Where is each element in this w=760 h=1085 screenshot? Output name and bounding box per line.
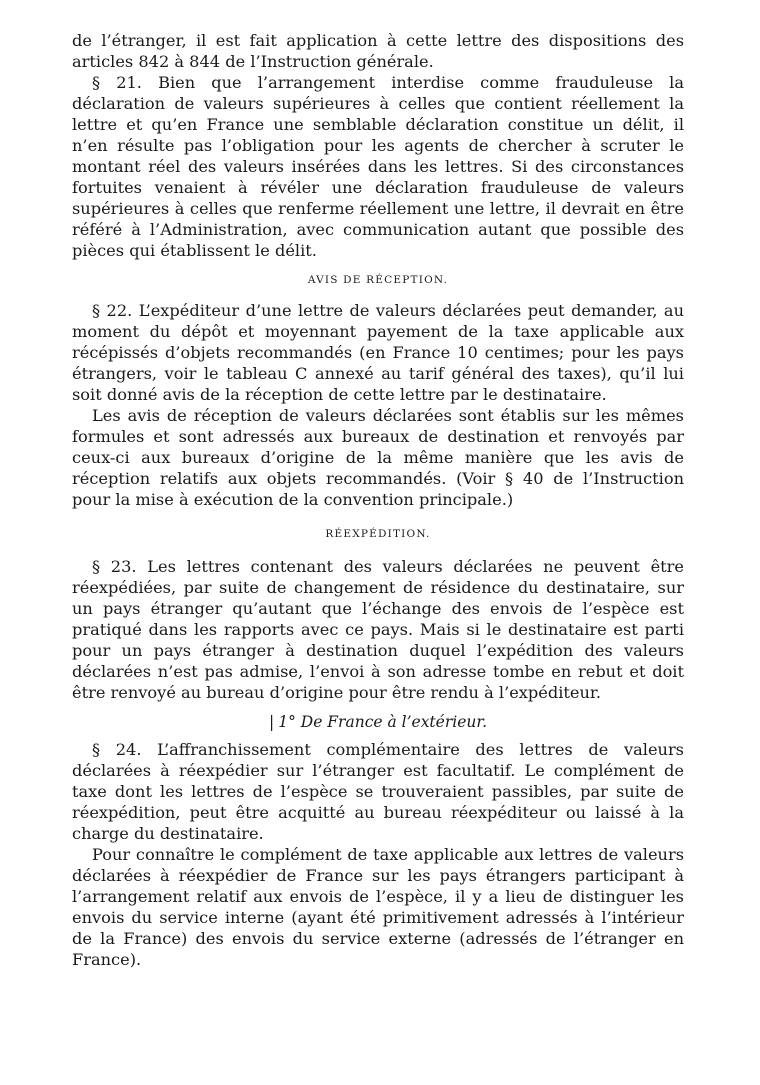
paragraph-22: § 22. L’expéditeur d’une lettre de valeurs déclarées peut demander, au moment du dépôt et moyennant payement de la taxe applicable aux récépissés d’objets recommandés (en France 10 centimes; pour les pays étrangers, voir le tableau C annexé au tarif général des taxes), qu’il lui soit donné avis de la réception de cette lettre par le destinataire. <box>72 301 684 404</box>
subheading-text: 1° De France à l’extérieur. <box>278 713 487 731</box>
subheading-france-exterieur <box>72 711 684 733</box>
paragraph-21: § 21. Bien que l’arrangement interdise comme frauduleuse la déclaration de valeurs supérieures à celles que contient réellement la lettre et qu’en France une semblable déclaration constitue un délit, il n’en résulte pas l’obligation pour les agents de chercher à scruter le montant réel des valeurs insérées dans les lettres. Si des circonstances fortuites venaient à révéler une déclaration frauduleuse de valeurs supérieures à celles que renferme réellement une lettre, il devrait en être référé à l’Administration, avec communication autant que possible des pièces qui établissent le délit. <box>72 73 684 260</box>
heading-reexpedition: RÉEXPÉDITION. <box>325 528 431 540</box>
paragraph-continuation: de l’étranger, il est fait application à cette lettre des dispositions des articles 842 à 844 de l’Instruction générale. <box>72 31 684 71</box>
paragraph-22-cont: Les avis de réception de valeurs déclarées sont établis sur les mêmes formules et sont adressés aux bureaux de destination et renvoyés par ceux-ci aux bureaux d’origine de la même manière que les avis de réception relatifs aux objets recommandés. (Voir § 40 de l’Instruction pour la mise à exécution de la convention principale.) <box>72 406 684 509</box>
paragraph-24-cont: Pour connaître le complément de taxe applicable aux lettres de valeurs déclarées à réexpédier de France sur les pays étrangers participant à l’arrangement relatif aux envois de l’espèce, il y a lieu de distinguer les envois du service interne (ayant été primitivement adressés à l’intérieur de la France) des envois du service externe (adressés de l’étranger en France). <box>72 845 684 969</box>
document-page <box>72 30 684 970</box>
paragraph-24: § 24. L’affranchissement complémentaire des lettres de valeurs déclarées à réexpédier sur l’étranger est facultatif. Le complément de taxe dont les lettres de l’espèce se trouveraient passibles, par suite de réexpédition, peut être acquitté au bureau réexpéditeur ou laissé à la charge du destinataire. <box>72 740 684 843</box>
paragraph-23: § 23. Les lettres contenant des valeurs déclarées ne peuvent être réexpédiées, par suite de changement de résidence du destinataire, sur un pays étranger qu’autant que l’échange des envois de l’espèce est pratiqué dans les rapports avec ce pays. Mais si le destinataire est parti pour un pays étranger à destination duquel l’expédition des valeurs déclarées n’est pas admise, l’envoi à son adresse tombe en rebut et doit être renvoyé au bureau d’origine pour être rendu à l’expéditeur. <box>72 557 684 702</box>
heading-avis-de-reception: AVIS DE RÉCEPTION. <box>307 274 449 286</box>
margin-bar: | <box>269 713 275 731</box>
